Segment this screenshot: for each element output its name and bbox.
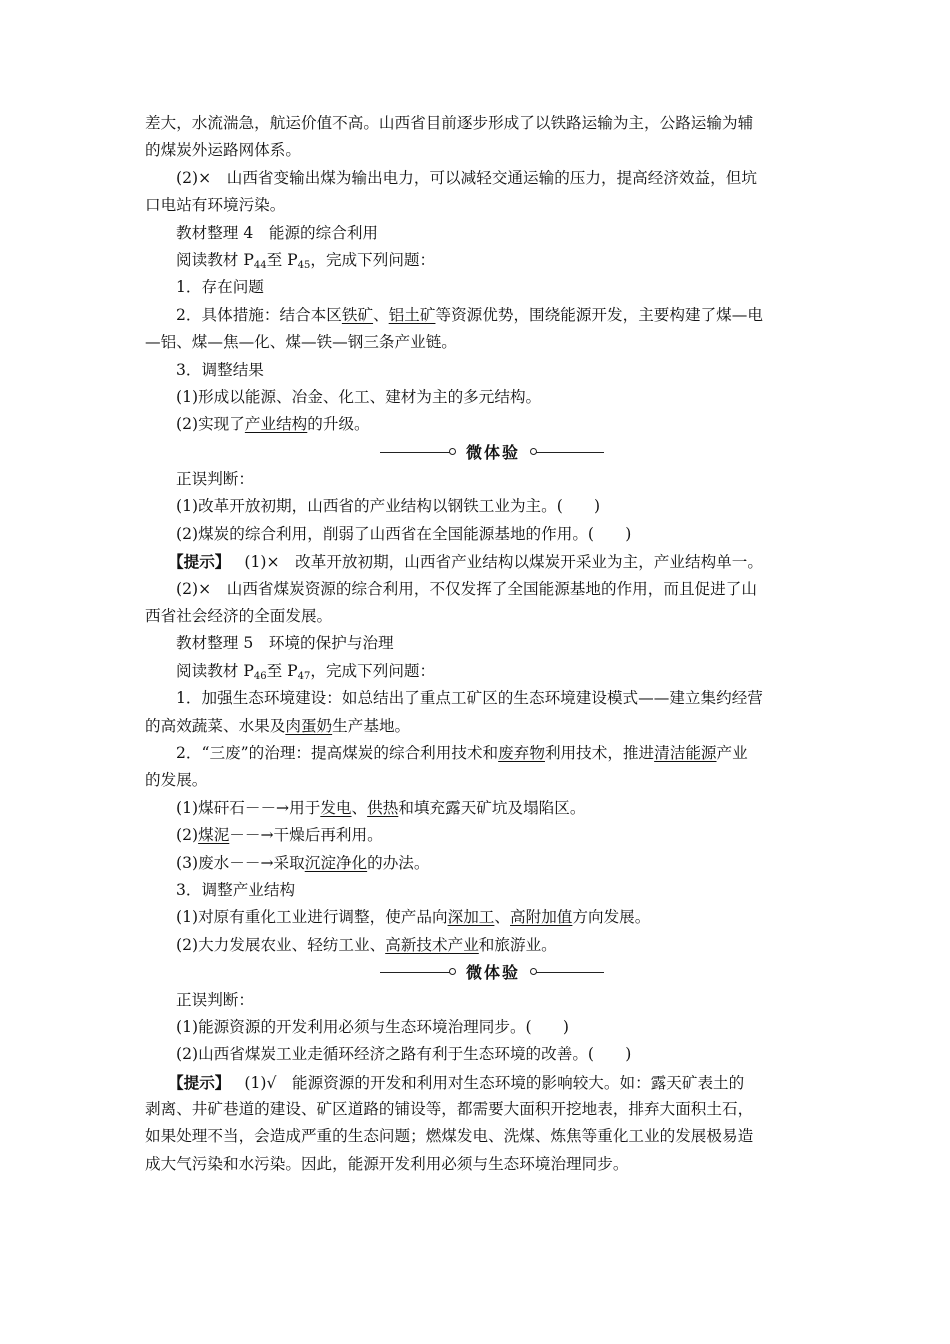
list-item-continued: 的高效蔬菜、水果及肉蛋奶生产基地。 [145,716,411,735]
quiz-question: (2)山西省煤炭工业走循环经济之路有利于生态环境的改善。( ) [176,1045,632,1064]
reading-instruction: 阅读教材 $P_{44}$至 $P_{45}$，完成下列问题： [176,250,436,271]
list-item: 2．具体措施：结合本区铁矿、铝土矿等资源优势，围绕能源开发，主要构建了煤—电 [176,305,763,324]
list-item-continued: —铝、煤—焦—化、煤—铁—钢三条产业链。 [145,333,457,352]
divider-rule-right [536,972,604,973]
sub-item: (1)形成以能源、冶金、化工、建材为主的多元结构。 [176,387,542,406]
quiz-hint: (2)× 山西省煤炭资源的综合利用，不仅发挥了全国能源基地的作用，而且促进了山 [176,579,757,598]
document-page [0,110,950,1178]
list-item: 3．调整结果 [176,360,264,379]
reading-instruction: 阅读教材 $P_{46}$至 $P_{47}$，完成下列问题： [176,661,436,682]
section-heading-5: 教材整理 5 环境的保护与治理 [176,634,394,653]
divider-title: 微体验 [465,963,520,983]
quiz-hint-continued: 剥离、井矿巷道的建设、矿区道路的铺设等，都需要大面积开挖地表，排弃大面积土石， [145,1100,754,1119]
sub-item: (1)煤矸石－－→用于发电、供热和填充露天矿坑及塌陷区。 [176,798,586,817]
quiz-hint: 【提示】 (1)√ 能源资源的开发和利用对生态环境的影响较大。如：露天矿表土的 [168,1072,745,1092]
sub-item: (2)大力发展农业、轻纺工业、高新技术产业和旅游业。 [176,935,557,954]
quiz-question: (1)改革开放初期，山西省的产业结构以钢铁工业为主。( ) [176,497,601,516]
quiz-hint-continued: 西省社会经济的全面发展。 [145,607,333,626]
sub-item: (2)煤泥－－→干燥后再利用。 [176,826,383,845]
paragraph-line: 差大，水流湍急，航运价值不高。山西省目前逐步形成了以铁路运输为主，公路运输为辅 [145,114,754,132]
paragraph-line: 的煤炭外运路网体系。 [145,141,301,160]
section-heading-4: 教材整理 4 能源的综合利用 [176,223,379,242]
sub-item: (1)对原有重化工业进行调整，使产品向深加工、高附加值方向发展。 [176,908,651,927]
answer-line: 口电站有环境污染。 [145,196,286,215]
list-item: 1．加强生态环境建设：如总结出了重点工矿区的生态环境建设模式——建立集约经营 [176,689,763,708]
quiz-hint-continued: 成大气污染和水污染。因此，能源开发利用必须与生态环境治理同步。 [145,1154,629,1173]
divider-rule-left [380,972,450,973]
sub-item: (2)实现了产业结构的升级。 [176,415,370,434]
list-item: 1．存在问题 [176,278,264,297]
list-item: 3．调整产业结构 [176,880,296,899]
divider-title: 微体验 [465,442,520,462]
answer-line: (2)× 山西省变输出煤为输出电力，可以减轻交通运输的压力，提高经济效益，但坑 [176,168,757,187]
divider-rule-right [536,452,604,453]
quiz-hint-continued: 如果处理不当，会造成严重的生态问题；燃煤发电、洗煤、炼焦等重化工业的发展极易造 [145,1127,754,1146]
quiz-question: (1)能源资源的开发利用必须与生态环境治理同步。( ) [176,1017,569,1036]
sub-item: (3)废水－－→采取沉淀净化的办法。 [176,853,430,872]
quiz-label: 正误判断： [176,470,254,489]
quiz-label: 正误判断： [176,990,254,1009]
list-item-continued: 的发展。 [145,771,208,790]
section-divider [0,959,950,986]
divider-dot-left [449,968,456,975]
section-divider [0,439,950,466]
divider-dot-left [449,448,456,455]
divider-rule-left [380,452,450,453]
quiz-hint: 【提示】 (1)× 改革开放初期，山西省产业结构以煤炭开采业为主，产业结构单一。 [168,552,763,572]
list-item: 2．“三废”的治理：提高煤炭的综合利用技术和废弃物利用技术，推进清洁能源产业 [176,743,748,762]
quiz-question: (2)煤炭的综合利用，削弱了山西省在全国能源基地的作用。( ) [176,524,632,543]
